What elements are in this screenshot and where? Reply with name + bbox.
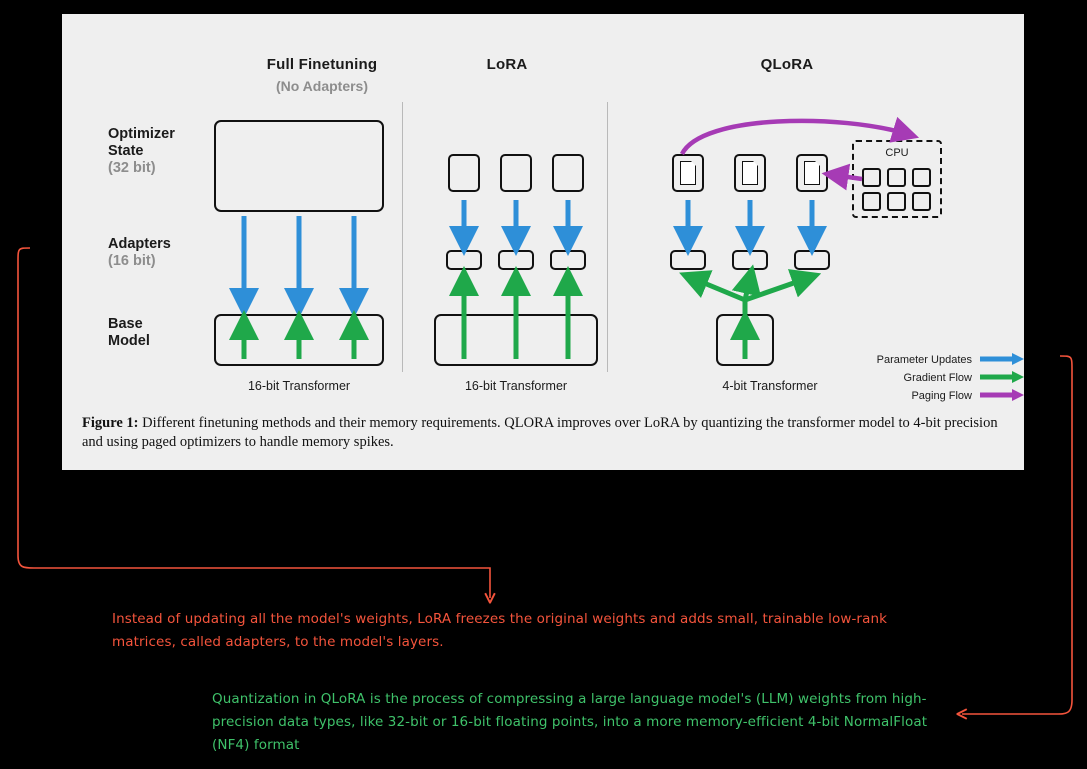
- arrow-paging-to-cpu: [682, 121, 907, 154]
- arrow-paging-from-cpu: [834, 175, 862, 179]
- row-label-base-line1: Base: [108, 316, 143, 332]
- legend-swatch-gradient-flow: [978, 370, 1026, 384]
- legend-swatch-paging-flow: [978, 388, 1026, 402]
- footer-qlora: 4-bit Transformer: [722, 379, 818, 393]
- arrow-overlay: [62, 14, 1024, 404]
- arrows-full-finetuning-gradients: [244, 324, 354, 359]
- legend-label-paging-flow: Paging Flow: [911, 390, 972, 402]
- row-label-base-line2: Model: [108, 333, 150, 349]
- legend-label-gradient-flow: Gradient Flow: [903, 372, 972, 384]
- footer-full-finetuning: 16-bit Transformer: [247, 379, 351, 393]
- row-label-adapters-bits: (16 bit): [108, 253, 156, 269]
- figure-caption: [82, 414, 1002, 452]
- figure-panel: [62, 14, 1024, 470]
- legend-label-parameter-updates: Parameter Updates: [876, 354, 972, 366]
- figure-caption-text: Different finetuning methods and their memory requirements. QLORA improves over LoRA by quantizing the transformer model to 4-bit precision and using paged optimizers to handle memory spikes.: [82, 415, 998, 450]
- row-label-optimizer-line1: Optimizer: [108, 126, 175, 142]
- arrows-qlora-updates: [688, 200, 812, 242]
- column-title-full-finetuning: Full Finetuning: [266, 56, 378, 73]
- column-subtitle-full-finetuning: (No Adapters): [275, 78, 369, 94]
- column-title-lora: LoRA: [486, 56, 528, 73]
- figure-caption-label: Figure 1:: [82, 415, 139, 431]
- annotation-note-quantization: Quantization in QLoRA is the process of compressing a large language model's (LLM) weights from high-precision data types, like 32-bit or 16-bit floating points, into a more memory-efficient 4-bit NormalFloat (NF4) format: [212, 691, 928, 753]
- arrows-qlora-gradients: [692, 278, 808, 359]
- cpu-label: CPU: [885, 147, 909, 159]
- row-label-adapters-line1: Adapters: [108, 236, 171, 252]
- row-label-optimizer-bits: (32 bit): [108, 160, 156, 176]
- footer-lora: 16-bit Transformer: [464, 379, 568, 393]
- annotation-note-lora: Instead of updating all the model's weights, LoRA freezes the original weights and adds small, trainable low-rank matrices, called adapters, to the model's layers.: [112, 611, 888, 650]
- row-label-optimizer-line2: State: [108, 143, 144, 159]
- arrows-lora-updates: [464, 200, 568, 242]
- arrows-lora-gradients: [464, 280, 568, 359]
- column-title-qlora: QLoRA: [760, 56, 814, 73]
- legend-swatch-parameter-updates: [978, 352, 1026, 366]
- arrows-full-finetuning-updates: [244, 216, 354, 304]
- figure-diagram: [62, 14, 1024, 404]
